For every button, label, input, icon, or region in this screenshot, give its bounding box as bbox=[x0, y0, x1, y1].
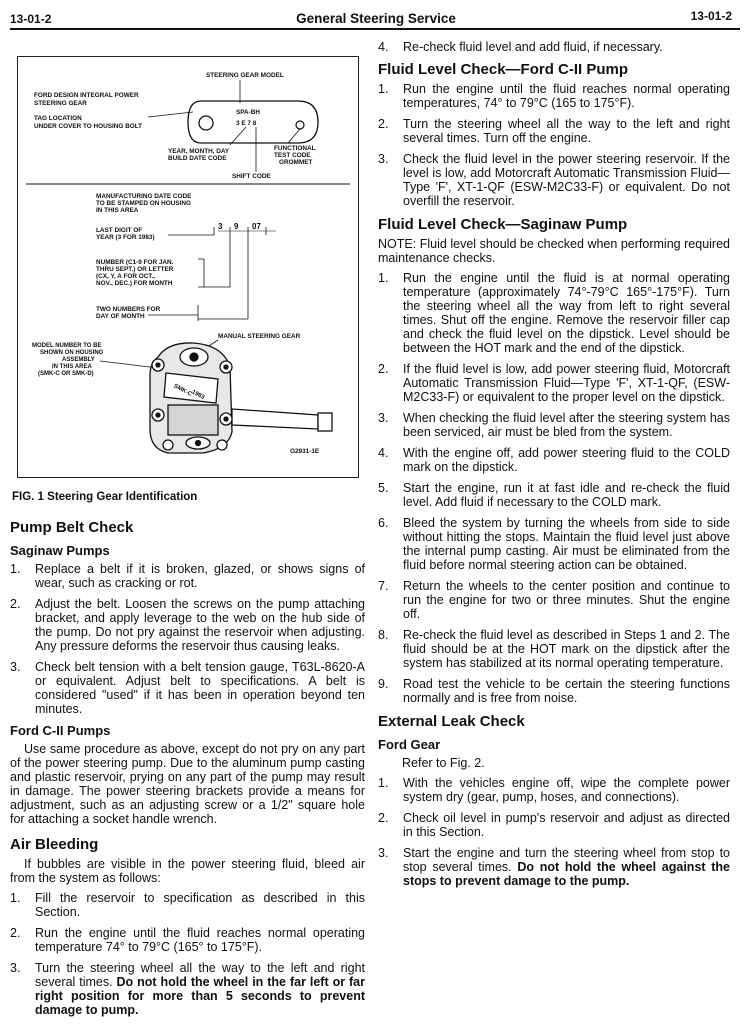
figure-box bbox=[17, 56, 359, 478]
label-last-digit: LAST DIGIT OF bbox=[96, 227, 143, 234]
svg-text:THRU SEPT.) OR LETTER: THRU SEPT.) OR LETTER bbox=[96, 266, 174, 273]
svg-text:GROMMET: GROMMET bbox=[279, 159, 313, 166]
saginaw-pumps-list bbox=[10, 562, 365, 716]
code-digit-month: 9 bbox=[234, 222, 239, 231]
svg-text:SHOWN ON HOUSING: SHOWN ON HOUSING bbox=[40, 350, 104, 356]
heading-ford-gear: Ford Gear bbox=[378, 737, 441, 752]
svg-text:TEST CODE: TEST CODE bbox=[274, 152, 311, 159]
svg-text:IN THIS AREA: IN THIS AREA bbox=[52, 364, 92, 370]
figure-caption: FIG. 1 Steering Gear Identification bbox=[12, 491, 198, 503]
tag-code: 3 E 7 8 bbox=[236, 120, 257, 127]
saginaw-fluid-list bbox=[378, 271, 730, 705]
right-column bbox=[378, 40, 730, 895]
list-item: 2. If the fluid level is low, add power steering fluid, Motorcraft Automatic Transmission Fluid—Type 'F', XT-1-QF, (ESW-M2C33-F) or equivalent to the proper level on the dipstick. bbox=[378, 362, 730, 404]
list-item: 3. When checking the fluid level after the steering system has been serviced, air must be bled from the system. bbox=[378, 411, 730, 439]
label-build-date-code: YEAR, MONTH, DAY bbox=[168, 148, 230, 155]
heading-pump-belt-check: Pump Belt Check bbox=[10, 519, 134, 536]
list-item: 1. Replace a belt if it is broken, glazed, or shows signs of wear, such as cracking or rot. bbox=[10, 562, 365, 590]
list-item: 6. Bleed the system by turning the wheels from side to side without hitting the stops. Maintain the fluid level just above the internal pump casting. Air must be eliminated from the fluid before normal steering action can be obtained. bbox=[378, 516, 730, 572]
svg-text:(CX, Y, A FOR OCT.,: (CX, Y, A FOR OCT., bbox=[96, 273, 156, 280]
list-item: 2. Adjust the belt. Loosen the screws on the pump attaching bracket, and apply leverage to the web on the hub side of the pump. Do not pry against the reservoir when adjusting. Any pressure deforms the reservoir thus causing leaks. bbox=[10, 597, 365, 653]
air-bleeding-intro: If bubbles are visible in the power steering fluid, bleed air from the system as follows: bbox=[10, 857, 365, 885]
list-item: 2. Check oil level in pump's reservoir and adjust as directed in this Section. bbox=[378, 811, 730, 839]
tag-model: SPA-BH bbox=[236, 109, 261, 116]
heading-fluid-level-ford: Fluid Level Check—Ford C-II Pump bbox=[378, 61, 629, 78]
housing-mark-year: 1983 bbox=[190, 389, 206, 401]
steering-gear-diagram bbox=[18, 57, 358, 477]
heading-fluid-level-saginaw: Fluid Level Check—Saginaw Pump bbox=[378, 216, 628, 233]
code-digit-day: 07 bbox=[252, 222, 261, 231]
page-title: General Steering Service bbox=[296, 11, 456, 26]
svg-text:NOV., DEC.) FOR MONTH: NOV., DEC.) FOR MONTH bbox=[96, 280, 173, 287]
list-item: 1. With the vehicles engine off, wipe the complete power system dry (gear, pump, hoses, and connections). bbox=[378, 776, 730, 804]
svg-text:(SMK-C OR SMK-D): (SMK-C OR SMK-D) bbox=[38, 371, 94, 377]
ford-gear-list bbox=[378, 776, 730, 888]
list-item: 8. Re-check the fluid level as described in Steps 1 and 2. The fluid should be at the HOT mark on the dipstick after the system has stabilized at its normal operating temperature. bbox=[378, 628, 730, 670]
label-number-month: NUMBER (C1-9 FOR JAN. bbox=[96, 259, 174, 266]
figure-id: G2931-1E bbox=[290, 448, 320, 455]
list-item: 2. Turn the steering wheel all the way to the left and right several times. Turn off the engine. bbox=[378, 117, 730, 145]
warning-text: Do not hold the wheel against the stops to prevent damage to the pump. bbox=[403, 860, 731, 888]
page-header bbox=[0, 0, 752, 34]
list-item: 3. Turn the steering wheel all the way to the left and right several times. Do not hold the wheel in the far left or far right position for more than 5 seconds to prevent damage to pump. bbox=[10, 961, 365, 1017]
label-two-numbers: TWO NUMBERS FOR bbox=[96, 306, 161, 313]
list-item: 4. With the engine off, add power steering fluid to the COLD mark on the dipstick. bbox=[378, 446, 730, 474]
list-item: 1. Run the engine until the fluid reaches normal operating temperatures, 74° to 79°C (165 to 175°F). bbox=[378, 82, 730, 110]
svg-text:UNDER COVER TO HOUSING BOLT: UNDER COVER TO HOUSING BOLT bbox=[34, 123, 143, 130]
refer-fig2: Refer to Fig. 2. bbox=[402, 756, 485, 770]
air-bleeding-list bbox=[10, 891, 365, 1017]
heading-ford-c2-pumps: Ford C-II Pumps bbox=[10, 723, 111, 738]
svg-text:DAY OF MONTH: DAY OF MONTH bbox=[96, 313, 145, 320]
list-item: 3. Check the fluid level in the power steering reservoir. If the level is low, add Motorcraft Automatic Transmission Fluid—Type 'F', XT-1-QF (ESW-M2C33-F) or equivalent. Do not overfill the reservoir. bbox=[378, 152, 730, 208]
heading-air-bleeding: Air Bleeding bbox=[10, 836, 99, 853]
list-item: 4. Re-check fluid level and add fluid, if necessary. bbox=[378, 40, 663, 54]
left-column bbox=[10, 40, 365, 1024]
air-bleeding-list-continued bbox=[378, 40, 730, 54]
label-shift-code: SHIFT CODE bbox=[232, 173, 271, 180]
housing-mark-model: SMK-C bbox=[172, 383, 193, 398]
saginaw-note: NOTE: Fluid level should be checked when performing required maintenance checks. bbox=[378, 237, 730, 265]
heading-saginaw-pumps: Saginaw Pumps bbox=[10, 543, 110, 558]
ford-pumps-paragraph: Use same procedure as above, except do not pry on any part of the power steering pump. Due to the aluminum pump casting and plastic reservoir, prying on any part of the pump may result in damage. The power steering brackets provide a means for adjustment, such as an adjusting screw or a 1/2" square hole for attaching a socket handle wrench. bbox=[10, 742, 365, 826]
list-item: 2. Run the engine until the fluid reaches normal operating temperature 74° to 79°C (165° to 175°F). bbox=[10, 926, 365, 954]
list-item: 7. Return the wheels to the center position and continue to run the engine for two or three minutes. Shut the engine off. bbox=[378, 579, 730, 621]
warning-text: Do not hold the wheel in the far left or far right position for more than 5 seconds to prevent damage to pump. bbox=[35, 975, 365, 1017]
header-rule bbox=[10, 28, 740, 30]
ford-fluid-list bbox=[378, 82, 730, 208]
code-digit-year: 3 bbox=[218, 222, 223, 231]
svg-text:BUILD DATE CODE: BUILD DATE CODE bbox=[168, 155, 227, 162]
list-item: 3. Start the engine and turn the steering wheel from stop to stop several times. Do not hold the wheel against the stops to prevent damage to the pump. bbox=[378, 846, 731, 888]
list-item: 5. Start the engine, run it at fast idle and re-check the fluid level. Add fluid if necessary to the COLD mark. bbox=[378, 481, 730, 509]
svg-text:STEERING GEAR: STEERING GEAR bbox=[34, 100, 87, 107]
list-item: 1. Run the engine until the fluid is at normal operating temperature (approximately 74°-79°C 165°-175°F). Turn the steering wheel all the way from left to right several times. Shut off the engine. Remove the reservoir filler cap and check the fluid level on the dipstick. Level should be between the HOT mark and the end of the dipstick. bbox=[378, 271, 730, 355]
page-number-right: 13-01-2 bbox=[690, 9, 732, 23]
label-functional: FUNCTIONAL bbox=[274, 145, 316, 152]
label-steering-gear-model: STEERING GEAR MODEL bbox=[206, 72, 284, 79]
list-item: 3. Check belt tension with a belt tension gauge, T63L-8620-A or equivalent. Adjust belt to specifications. A belt is considered "used" if it has been in operation beyond ten minutes. bbox=[10, 660, 365, 716]
svg-text:YEAR (3 FOR 1983): YEAR (3 FOR 1983) bbox=[96, 234, 155, 241]
svg-text:ASSEMBLY: ASSEMBLY bbox=[62, 357, 95, 363]
label-tag-location: TAG LOCATION bbox=[34, 115, 82, 122]
heading-external-leak-check: External Leak Check bbox=[378, 713, 525, 730]
label-mfg-date-code: MANUFACTURING DATE CODE bbox=[96, 193, 192, 200]
page-number-left: 13-01-2 bbox=[10, 12, 52, 26]
svg-text:IN THIS AREA: IN THIS AREA bbox=[96, 207, 139, 214]
label-manual-steering-gear: MANUAL STEERING GEAR bbox=[218, 333, 301, 340]
svg-text:TO BE STAMPED ON HOUSING: TO BE STAMPED ON HOUSING bbox=[96, 200, 191, 207]
list-item: 1. Fill the reservoir to specification as described in this Section. bbox=[10, 891, 365, 919]
gear-housing-drawing bbox=[150, 343, 332, 453]
label-model-number: MODEL NUMBER TO BE bbox=[32, 343, 102, 349]
label-ford-design: FORD DESIGN INTEGRAL POWER bbox=[34, 92, 139, 99]
list-item: 9. Road test the vehicle to be certain the steering functions normally and is free from noise. bbox=[378, 677, 730, 705]
